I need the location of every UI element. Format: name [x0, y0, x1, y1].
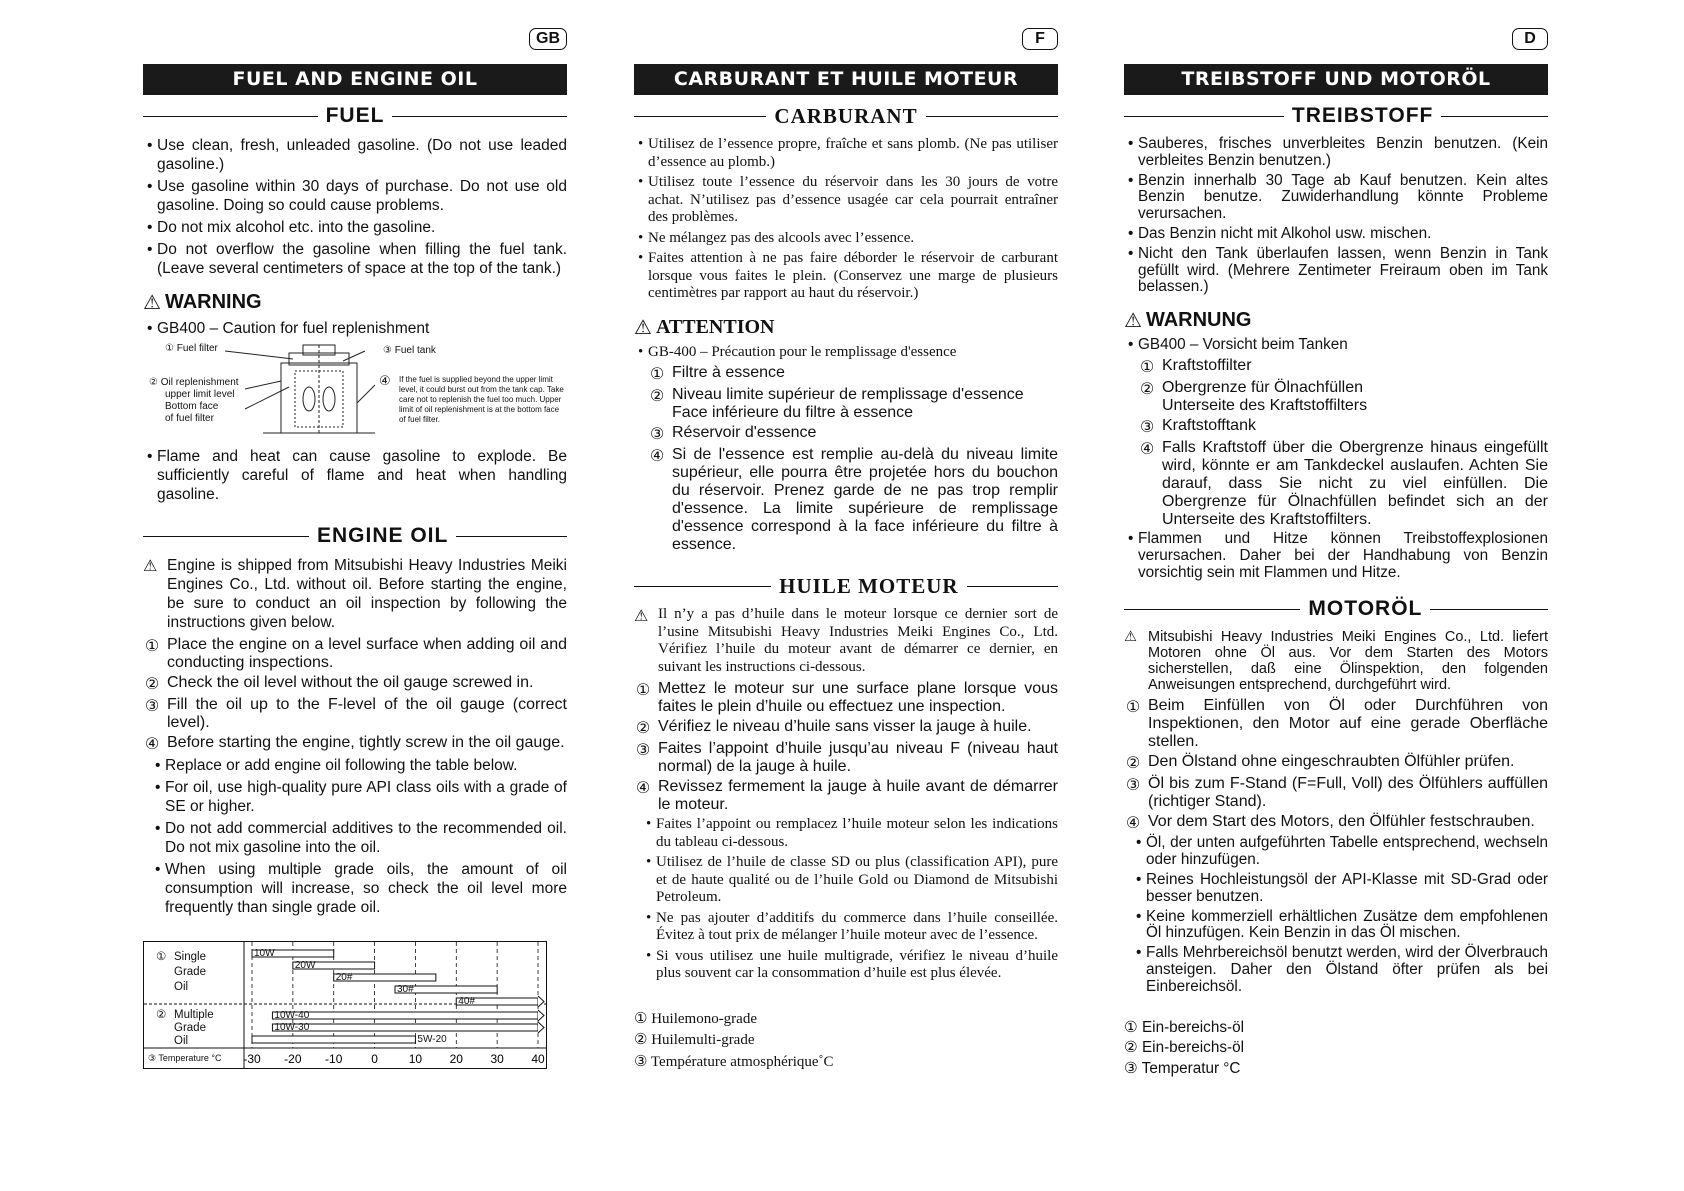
page-title-gb: FUEL AND ENGINE OIL	[143, 64, 567, 95]
list-item: • Das Benzin nicht mit Alkohol usw. mischen.	[1124, 226, 1548, 243]
engine-oil-heading: ENGINE OIL	[143, 524, 567, 548]
list-item: • When using multiple grade oils, the amount of oil consumption will increase, so check the oil level more frequently than single grade oil.	[151, 860, 567, 917]
chart-tick-label: 0	[371, 1052, 378, 1066]
list-item: ③ Kraftstofftank	[1139, 416, 1256, 436]
fuel-tank-label: ③ Fuel tank	[383, 345, 436, 356]
list-item: • Utilisez de l’huile de classe SD ou plus (classification API), pure et de haute qualité ou de l’huile Gold ou Diamond de Mitsubishi Petroleum.	[642, 854, 1058, 907]
legend-item: ① Huilemono-grade	[634, 1010, 757, 1027]
oil-temperature-chart	[143, 941, 547, 1069]
oil-shipping-note: ⚠ Il n’y a pas d’huile dans le moteur lorsque ce dernier sort de l’usine Mitsubishi Heavy Industries Meiki Engines Co., Ltd. Vérifiez l’huile du moteur avant de démarrer ce dernier, en suivant les instructions ci-dessous.	[634, 606, 1058, 675]
language-badge-gb: GB	[529, 28, 567, 50]
fuel-heading: FUEL	[143, 104, 567, 128]
temperature-axis-label: ③ Temperature °C	[148, 1053, 222, 1063]
fuel-tank-diagram	[143, 341, 567, 441]
chart-tick-label: 40	[531, 1052, 545, 1066]
chart-series-label: 10W-40	[274, 1010, 310, 1021]
list-item: • Ne pas ajouter d’additifs du commerce dans l’huile conseillée. Évitez à tout prix de mélanger l’huile moteur avec de l’essence.	[642, 910, 1058, 945]
attention-title: ⚠ ATTENTION	[634, 315, 775, 339]
chart-series-label: 5W-20	[417, 1034, 447, 1045]
list-item: ① Mettez le moteur sur une surface plane lorsque vous faites le plein d’huile ou effectuez une inspection.	[635, 680, 1058, 715]
list-item: ② Den Ölstand ohne eingeschraubten Ölfühler prüfen.	[1125, 753, 1515, 773]
oil-bullet-list	[634, 816, 1058, 983]
list-item: • Utilisez toute l’essence du réservoir dans les 30 jours de votre achat. N’utilisez pas d’essence usagée car cela pourrait entraîner des problèmes.	[634, 174, 1058, 227]
list-item: ① Filtre à essence	[649, 364, 785, 383]
legend-item: ② Huilemulti-grade	[634, 1032, 755, 1048]
warnung-title: ⚠ WARNUNG	[1124, 309, 1252, 333]
fuel-bullet-list	[1124, 136, 1548, 296]
chart-tick-label: -20	[284, 1052, 302, 1066]
list-item: • Flammen und Hitze können Treibstoffexplosionen verursachen. Daher bei der Handhabung von Benzin vorsichtig sein mit Flammen und Hitze.	[1124, 531, 1548, 581]
list-item: ④ Revissez fermement la jauge à huile avant de démarrer le moteur.	[635, 778, 1058, 813]
oil-limit-label-4: of fuel filter	[165, 413, 214, 424]
list-item: • Sauberes, frisches unverbleites Benzin benutzen. (Kein verbleites Benzin benutzen.)	[1124, 136, 1548, 170]
huile-moteur-heading: HUILE MOTEUR	[634, 574, 1058, 598]
list-item: ① Beim Einfüllen von Öl oder Durchführen von Inspektionen, den Motor auf eine gerade Oberfläche stellen.	[1125, 697, 1548, 751]
language-badge-f: F	[1022, 28, 1058, 50]
chart-bar-arrow	[538, 1022, 544, 1033]
chart-bar	[272, 1024, 538, 1031]
warning-triangle-icon: ⚠	[143, 292, 161, 314]
caution-triangle-icon: ⚠	[1124, 629, 1137, 646]
oil-step-list	[143, 636, 567, 754]
legend-item: ① Ein-bereichs-öl	[1124, 1018, 1244, 1036]
list-item: • Use clean, fresh, unleaded gasoline. (Do not use leaded gasoline.)	[143, 136, 567, 174]
list-item: ③ Réservoir d'essence	[649, 424, 817, 443]
single-grade-label-3: Oil	[174, 981, 189, 993]
chart-bar-arrow	[538, 996, 544, 1007]
page-title-d: TREIBSTOFF UND MOTORÖL	[1124, 64, 1548, 95]
chart-tick-label: 20	[449, 1052, 463, 1066]
chart-series-label: 20W	[294, 960, 316, 971]
list-item: ④ Vor dem Start des Motors, den Ölfühler festschrauben.	[1125, 813, 1535, 833]
chart-bar	[272, 1012, 538, 1019]
carburant-heading: CARBURANT	[634, 104, 1058, 128]
list-item: ② Check the oil level without the oil gauge screwed in.	[144, 674, 534, 693]
legend-item: ② Ein-bereichs-öl	[1124, 1039, 1244, 1057]
chart-series-label: 30#	[397, 984, 414, 995]
caution-triangle-icon: ⚠	[143, 558, 158, 575]
single-grade-label-2: Grade	[174, 966, 206, 978]
chart-series-label: 10W	[254, 948, 275, 959]
list-item: ④ Falls Kraftstoff über die Obergrenze hinaus eingefüllt wird, könnte er am Tankdeckel auslaufen. Achten Sie darauf, dass Sie nicht zu viel einfüllen. Die Obergrenze für Ölnachfüllen befindet sich an der Unterseite des Kraftstoffilters.	[1139, 438, 1548, 528]
list-item: ② Obergrenze für Ölnachfüllen Unterseite des Kraftstoffilters	[1139, 378, 1368, 414]
list-item: ③ Fill the oil up to the F-level of the oil gauge (correct level).	[144, 696, 567, 731]
multi-grade-label-1: Multiple	[174, 1009, 214, 1021]
list-item: ① Place the engine on a level surface when adding oil and conducting inspections.	[144, 636, 567, 671]
chart-tick-label: 30	[490, 1052, 504, 1066]
overfill-note: If the fuel is supplied beyond the upper limit level, it could burst out from the tank cap. Take care not to replenish the fuel too much. Upper limit of oil replenishment is at the bottom face of fuel filter.	[399, 375, 564, 424]
oil-shipping-note: ⚠ Mitsubishi Heavy Industries Meiki Engines Co., Ltd. liefert Motoren ohne Öl aus. Vor dem Starten des Motors sicherstellen, daß eine Ölinspektion, den folgenden Anweisungen entsprechend, durchgeführt wird.	[1124, 629, 1548, 694]
list-item: • For oil, use high-quality pure API class oils with a grade of SE or higher.	[151, 778, 567, 816]
oil-shipping-note: ⚠ Engine is shipped from Mitsubishi Heavy Industries Meiki Engines Co., Ltd. without oil. Before starting the engine, be sure to conduct an oil inspection by following the instructions given below.	[143, 557, 567, 631]
oil-limit-label-3: Bottom face	[165, 401, 219, 412]
fuel-filter-label: ① Fuel filter	[165, 343, 218, 354]
chart-tick-label: -30	[243, 1052, 261, 1066]
list-item: • Benzin innerhalb 30 Tage ab Kauf benutzen. Kein altes Benzin benutze. Zuwiderhandlung könnte Probleme verursachen.	[1124, 173, 1548, 223]
treibstoff-heading: TREIBSTOFF	[1124, 104, 1548, 128]
warning-step-list	[634, 364, 1058, 554]
list-item: • Utilisez de l’essence propre, fraîche et sans plomb. (Ne pas utiliser d’essence au plomb.)	[634, 136, 1058, 171]
list-item: • Si vous utilisez une huile multigrade, vérifiez le niveau d’huile plus souvent car la consommation d’huile est plus élevée.	[642, 948, 1058, 983]
list-item: ③ Öl bis zum F-Stand (F=Full, Voll) des Ölfühlers auffüllen (richtiger Stand).	[1125, 775, 1548, 811]
chart-series-label: 20#	[335, 972, 353, 983]
oil-step-list	[1124, 697, 1548, 833]
caution-triangle-icon: ⚠	[634, 608, 649, 625]
list-item: ④ Si de l'essence est remplie au-delà du niveau limite supérieur, elle pourra être projetée hors du bouchon du réservoir. Prenez garde de ne pas trop remplir d'essence. La limite supérieure de remplissage d'essence correspond à la face inférieure du filtre à essence.	[649, 446, 1058, 553]
motoroel-heading: MOTORÖL	[1124, 597, 1548, 621]
list-item: ② Vérifiez le niveau d’huile sans visser la jauge à huile.	[635, 718, 1032, 737]
multi-grade-label-3: Oil	[174, 1035, 189, 1047]
warning-item: • GB400 – Vorsicht beim Tanken	[1124, 337, 1548, 354]
oil-limit-label-2: upper limit level	[165, 389, 235, 400]
chart-legend-list	[1124, 1020, 1548, 1078]
legend-item: ③ Temperatur °C	[1124, 1060, 1241, 1078]
list-item: • Faites l’appoint ou remplacez l’huile moteur selon les indications du tableau ci-dessous.	[642, 816, 1058, 851]
list-item: ② Niveau limite supérieur de remplissage d'essence Face inférieure du filtre à essence	[649, 386, 1024, 421]
multi-grade-label-2: Grade	[174, 1022, 206, 1034]
list-item: • Ne mélangez pas des alcools avec l’essence.	[634, 230, 1058, 248]
list-item: • Use gasoline within 30 days of purchase. Do not use old gasoline. Doing so could cause problems.	[143, 177, 567, 215]
warning-item: • GB400 – Caution for fuel replenishment	[143, 319, 567, 338]
single-grade-label-1: Single	[174, 951, 206, 963]
list-item: • Do not add commercial additives to the recommended oil. Do not mix gasoline into the oil.	[151, 819, 567, 857]
list-item: • Falls Mehrbereichsöl benutzt werden, wird der Ölverbrauch ansteigen. Daher den Ölstand öfter prüfen als bei Einbereichsöl.	[1132, 945, 1548, 995]
list-item: • Do not mix alcohol etc. into the gasoline.	[143, 218, 567, 237]
language-badge-d: D	[1512, 28, 1548, 50]
chart-tick-label: -10	[325, 1052, 343, 1066]
list-item: ① Kraftstoffilter	[1139, 356, 1252, 376]
warning-step-list	[1124, 357, 1548, 529]
list-item: • Keine kommerziell erhältlichen Zusätze dem empfohlenen Öl hinzufügen. Kein Benzin in das Öl mischen.	[1132, 909, 1548, 943]
chart-bar-arrow	[538, 1010, 544, 1021]
list-item: • Reines Hochleistungsöl der API-Klasse mit SD-Grad oder besser benutzen.	[1132, 872, 1548, 906]
warning-triangle-icon: ⚠	[1124, 310, 1142, 333]
single-grade-num: ①	[156, 951, 167, 963]
warning-title: ⚠ WARNING	[143, 291, 262, 314]
page-title-f: CARBURANT ET HUILE MOTEUR	[634, 64, 1058, 95]
chart-legend-list	[634, 1011, 1058, 1072]
list-item: ④ Before starting the engine, tightly screw in the oil gauge.	[144, 734, 565, 753]
list-item: • Replace or add engine oil following the table below.	[151, 756, 567, 775]
list-item: • Nicht den Tank überlaufen lassen, wenn Benzin in Tank gefüllt wird. (Mehrere Zentimeter Freiraum oben im Tank belassen.)	[1124, 246, 1548, 296]
list-item: • Flame and heat can cause gasoline to explode. Be sufficiently careful of flame and heat when handling gasoline.	[143, 447, 567, 504]
list-item: ③ Faites l’appoint d’huile jusqu’au niveau F (niveau haut normal) de la jauge à huile.	[635, 740, 1058, 775]
warning-triangle-icon: ⚠	[634, 316, 652, 339]
chart-series-label: 10W-30	[274, 1022, 310, 1033]
chart-series-label: 40#	[458, 996, 475, 1007]
list-item: • Faites attention à ne pas faire déborder le réservoir de carburant lorsque vous faites le plein. (Conservez une marge de plusieurs centimètres par rapport au haut du réservoir.)	[634, 250, 1058, 303]
chart-tick-label: 10	[408, 1052, 423, 1066]
list-item: • Öl, der unten aufgeführten Tabelle entsprechend, wechseln oder hinzufügen.	[1132, 835, 1548, 869]
note-number: ④	[379, 373, 391, 388]
oil-step-list	[634, 680, 1058, 814]
oil-bullet-list	[143, 756, 567, 917]
multi-grade-num: ②	[156, 1009, 167, 1021]
legend-item: ③ Température atmosphérique˚C	[634, 1053, 834, 1070]
fuel-bullet-list	[143, 136, 567, 278]
warning-item: • GB-400 – Précaution pour le remplissage d'essence	[634, 344, 1058, 362]
chart-bar	[252, 1036, 415, 1043]
list-item: • Do not overflow the gasoline when filling the fuel tank. (Leave several centimeters of space at the top of the tank.)	[143, 240, 567, 278]
oil-limit-label-1: ② Oil replenishment	[149, 377, 239, 388]
oil-bullet-list	[1124, 835, 1548, 995]
fuel-bullet-list	[634, 136, 1058, 303]
